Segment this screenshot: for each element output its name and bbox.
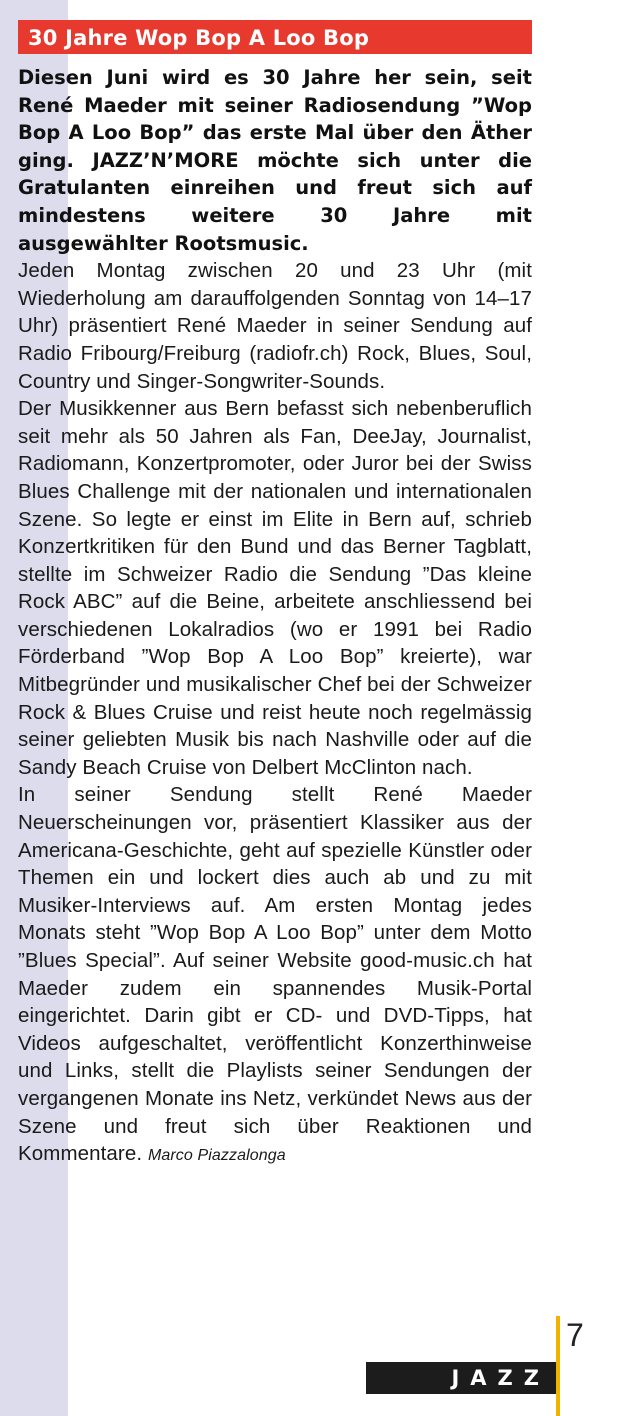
article-paragraph-last: [18, 781, 532, 1169]
section-bar: [366, 1362, 556, 1394]
gold-rule: [556, 1316, 560, 1416]
author-byline: Marco Piazzalonga: [147, 1147, 286, 1165]
article: [18, 20, 532, 1170]
article-headline: 30 Jahre Wop Bop A Loo Bop: [18, 20, 532, 54]
article-lead: Diesen Juni wird es 30 Jahre her sein, seit René Maeder mit seiner Radiosendung ”Wop Bop A Loo Bop” das erste Mal über den Äther ging. JAZZ’N’MORE möchte sich unter die Gratulanten einreihen und freut sich auf mindestens weitere 30 Jahre mit ausgewählter Rootsmusic.: [18, 66, 532, 255]
article-paragraph-text: In seiner Sendung stellt René Maeder Neuerscheinungen vor, präsentiert Klassiker aus der Americana-Geschichte, geht auf spezielle Künstler oder Themen ein und lockert dies auch ab und zu mit Musiker-Interviews auf. Am ersten Montag jedes Monats steht ”Wop Bop A Loo Bop” unter dem Motto ”Blues Special”. Auf seiner Website good-music.ch hat Maeder zudem ein spannendes Musik-Portal eingerichtet. Darin gibt er CD- und DVD-Tipps, hat Videos aufgeschaltet, veröffentlicht Konzerthinweise und Links, stellt die Playlists seiner Sendungen der vergangenen Monate ins Netz, verkündet News aus der Szene und freut sich über Reaktionen und Kommentare.: [18, 783, 532, 1166]
article-paragraph: Der Musikkenner aus Bern befasst sich nebenberuflich seit mehr als 50 Jahren als Fan, DeeJay, Journalist, Radiomann, Konzertpromoter, oder Juror bei der Swiss Blues Challenge mit der nationalen und internationalen Szene. So legte er einst im Elite in Bern auf, schrieb Konzertkritiken für den Bund und das Berner Tagblatt, stellte im Schweizer Radio die Sendung ”Das kleine Rock ABC” auf die Beine, arbeitete anschliessend bei verschiedenen Lokalradios (wo er 1991 bei Radio Förderband ”Wop Bop A Loo Bop” kreierte), war Mitbegründer und musikalischer Chef bei der Schweizer Rock & Blues Cruise und reist heute noch regelmässig seiner geliebten Musik bis nach Nashville oder auf die Sandy Beach Cruise von Delbert McClinton nach.: [18, 397, 532, 779]
page-number: 7: [566, 1317, 584, 1353]
section-label: JAZZ: [451, 1366, 550, 1390]
article-paragraph: Jeden Montag zwischen 20 und 23 Uhr (mit Wiederholung am darauffolgenden Sonntag von 14–17 Uhr) präsentiert René Maeder in seiner Sendung auf Radio Fribourg/Freiburg (radiofr.ch) Rock, Blues, Soul, Country und Singer-Songwriter-Sounds.: [18, 259, 532, 393]
